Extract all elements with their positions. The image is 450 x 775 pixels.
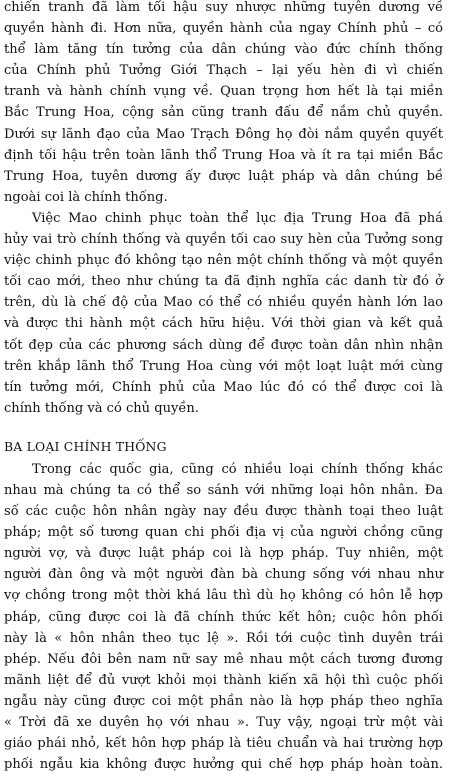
text-line: vợ chồng trong một thời khá lâu thì dù họ không có hôn lễ hợp [4,588,443,604]
text-line: Việc Mao chinh phục toàn thể lục địa Trung Hoa đã phá [32,210,443,226]
text-line: hủy vai trò chính thống và quyền tối cao suy hèn của Tưởng song [4,232,443,248]
text-line: thể làm tăng tín tưởng của dân chúng vào đức chính thống [4,42,443,58]
text-line: phối ngẫu kia không được hưởng qui chế hợp pháp hoàn toàn. [4,757,443,773]
text-line: chính thống và có chủ quyền. [4,400,199,416]
text-line: định tối hậu trên toàn lãnh thổ Trung Hoa và ít ra tại miền Bắc [4,147,443,163]
text-line: này là « hôn nhân theo tục lệ ». Rồi tới cuộc tình duyên trái [4,630,443,646]
section-heading: BA LOẠI CHÍNH THỐNG [4,438,167,454]
text-line: tốt đẹp của các phương sách dùng để được toàn dân nhìn nhận [4,337,443,353]
text-line: và được thi hành một cách hữu hiệu. Với thời gian và kết quả [4,316,443,332]
text-line: pháp; một số tương quan chi phối địa vị của người chồng cũng [4,525,443,541]
text-line: Trong các quốc gia, cũng có nhiều loại chính thống khác [32,461,443,477]
paragraph-3 [4,459,443,775]
text-line: mãnh liệt để đủ vượt khỏi mọi thành kiến xã hội thì cuộc phối [4,672,443,688]
text-line: Trung Hoa, tuyên dương ấy được luật pháp và dân chúng bề [4,168,443,184]
text-line: việc chinh phục đó không tạo nên một chính thống và một quyền [4,253,443,269]
text-line: ngoài coi là chính thống. [4,189,168,205]
text-line: tranh và hành chính vụng về. Quan trọng hơn hết là tại miền [4,84,443,100]
text-line: trên, dù là chế độ của Mao có thể có nhiều quyền hành lớn lao [4,295,443,311]
text-line: ngẫu này cũng được coi một phần nào là hợp pháp theo nghĩa [4,693,443,709]
text-line: của Chính phủ Tưởng Giới Thạch – lại yếu hèn đi vì chiến [4,63,443,79]
text-line: Dưới sự lãnh đạo của Mao Trạch Đông họ đòi nắm quyền quyết [4,126,443,142]
text-line: tín tưởng mới, Chính phủ của Mao lúc đó có thể được coi là [4,379,443,395]
text-line: phép. Nếu đôi bên nam nữ say mê nhau một cách tương đương [4,651,443,667]
text-line: trên khắp lãnh thổ Trung Hoa cùng với một loạt luật mới cùng [4,358,443,374]
text-line: giáo phái nhỏ, kết hôn hợp pháp là tiêu chuẩn và hai trường hợp [4,736,443,752]
text-line: tối cao mới, theo như chúng ta đã định nghĩa các danh từ đó ở [4,274,443,290]
text-line: số các cuộc hôn nhân ngày nay đều được thành toại theo luật [4,504,443,520]
paragraph-2 [4,208,443,419]
text-line: chiến tranh đã làm tổi hậu suy nhược những tuyên dương về [4,0,443,15]
text-line: Bắc Trung Hoa, cộng sản cũng tranh đấu để nắm chủ quyền. [4,105,443,121]
text-line: « Trời đã xe duyên họ với nhau ». Tuy vậy, ngoại trừ một vài [4,715,443,730]
text-line: quyền hành đi. Hơn nữa, quyền hành của ngay Chính phủ – có [4,21,443,37]
text-line: nhau mà chúng ta có thể so sánh với những loại hôn nhân. Đa [4,482,443,498]
paragraph-1 [4,0,443,208]
text-line: pháp, cũng được coi là đã chính thức kết hôn; cuộc hôn phối [4,609,443,625]
text-line: người vợ, và được luật pháp coi là hợp pháp. Tuy nhiên, một [4,546,443,562]
text-line: người đàn ông và một người đàn bà chung sống với nhau như [4,567,443,583]
